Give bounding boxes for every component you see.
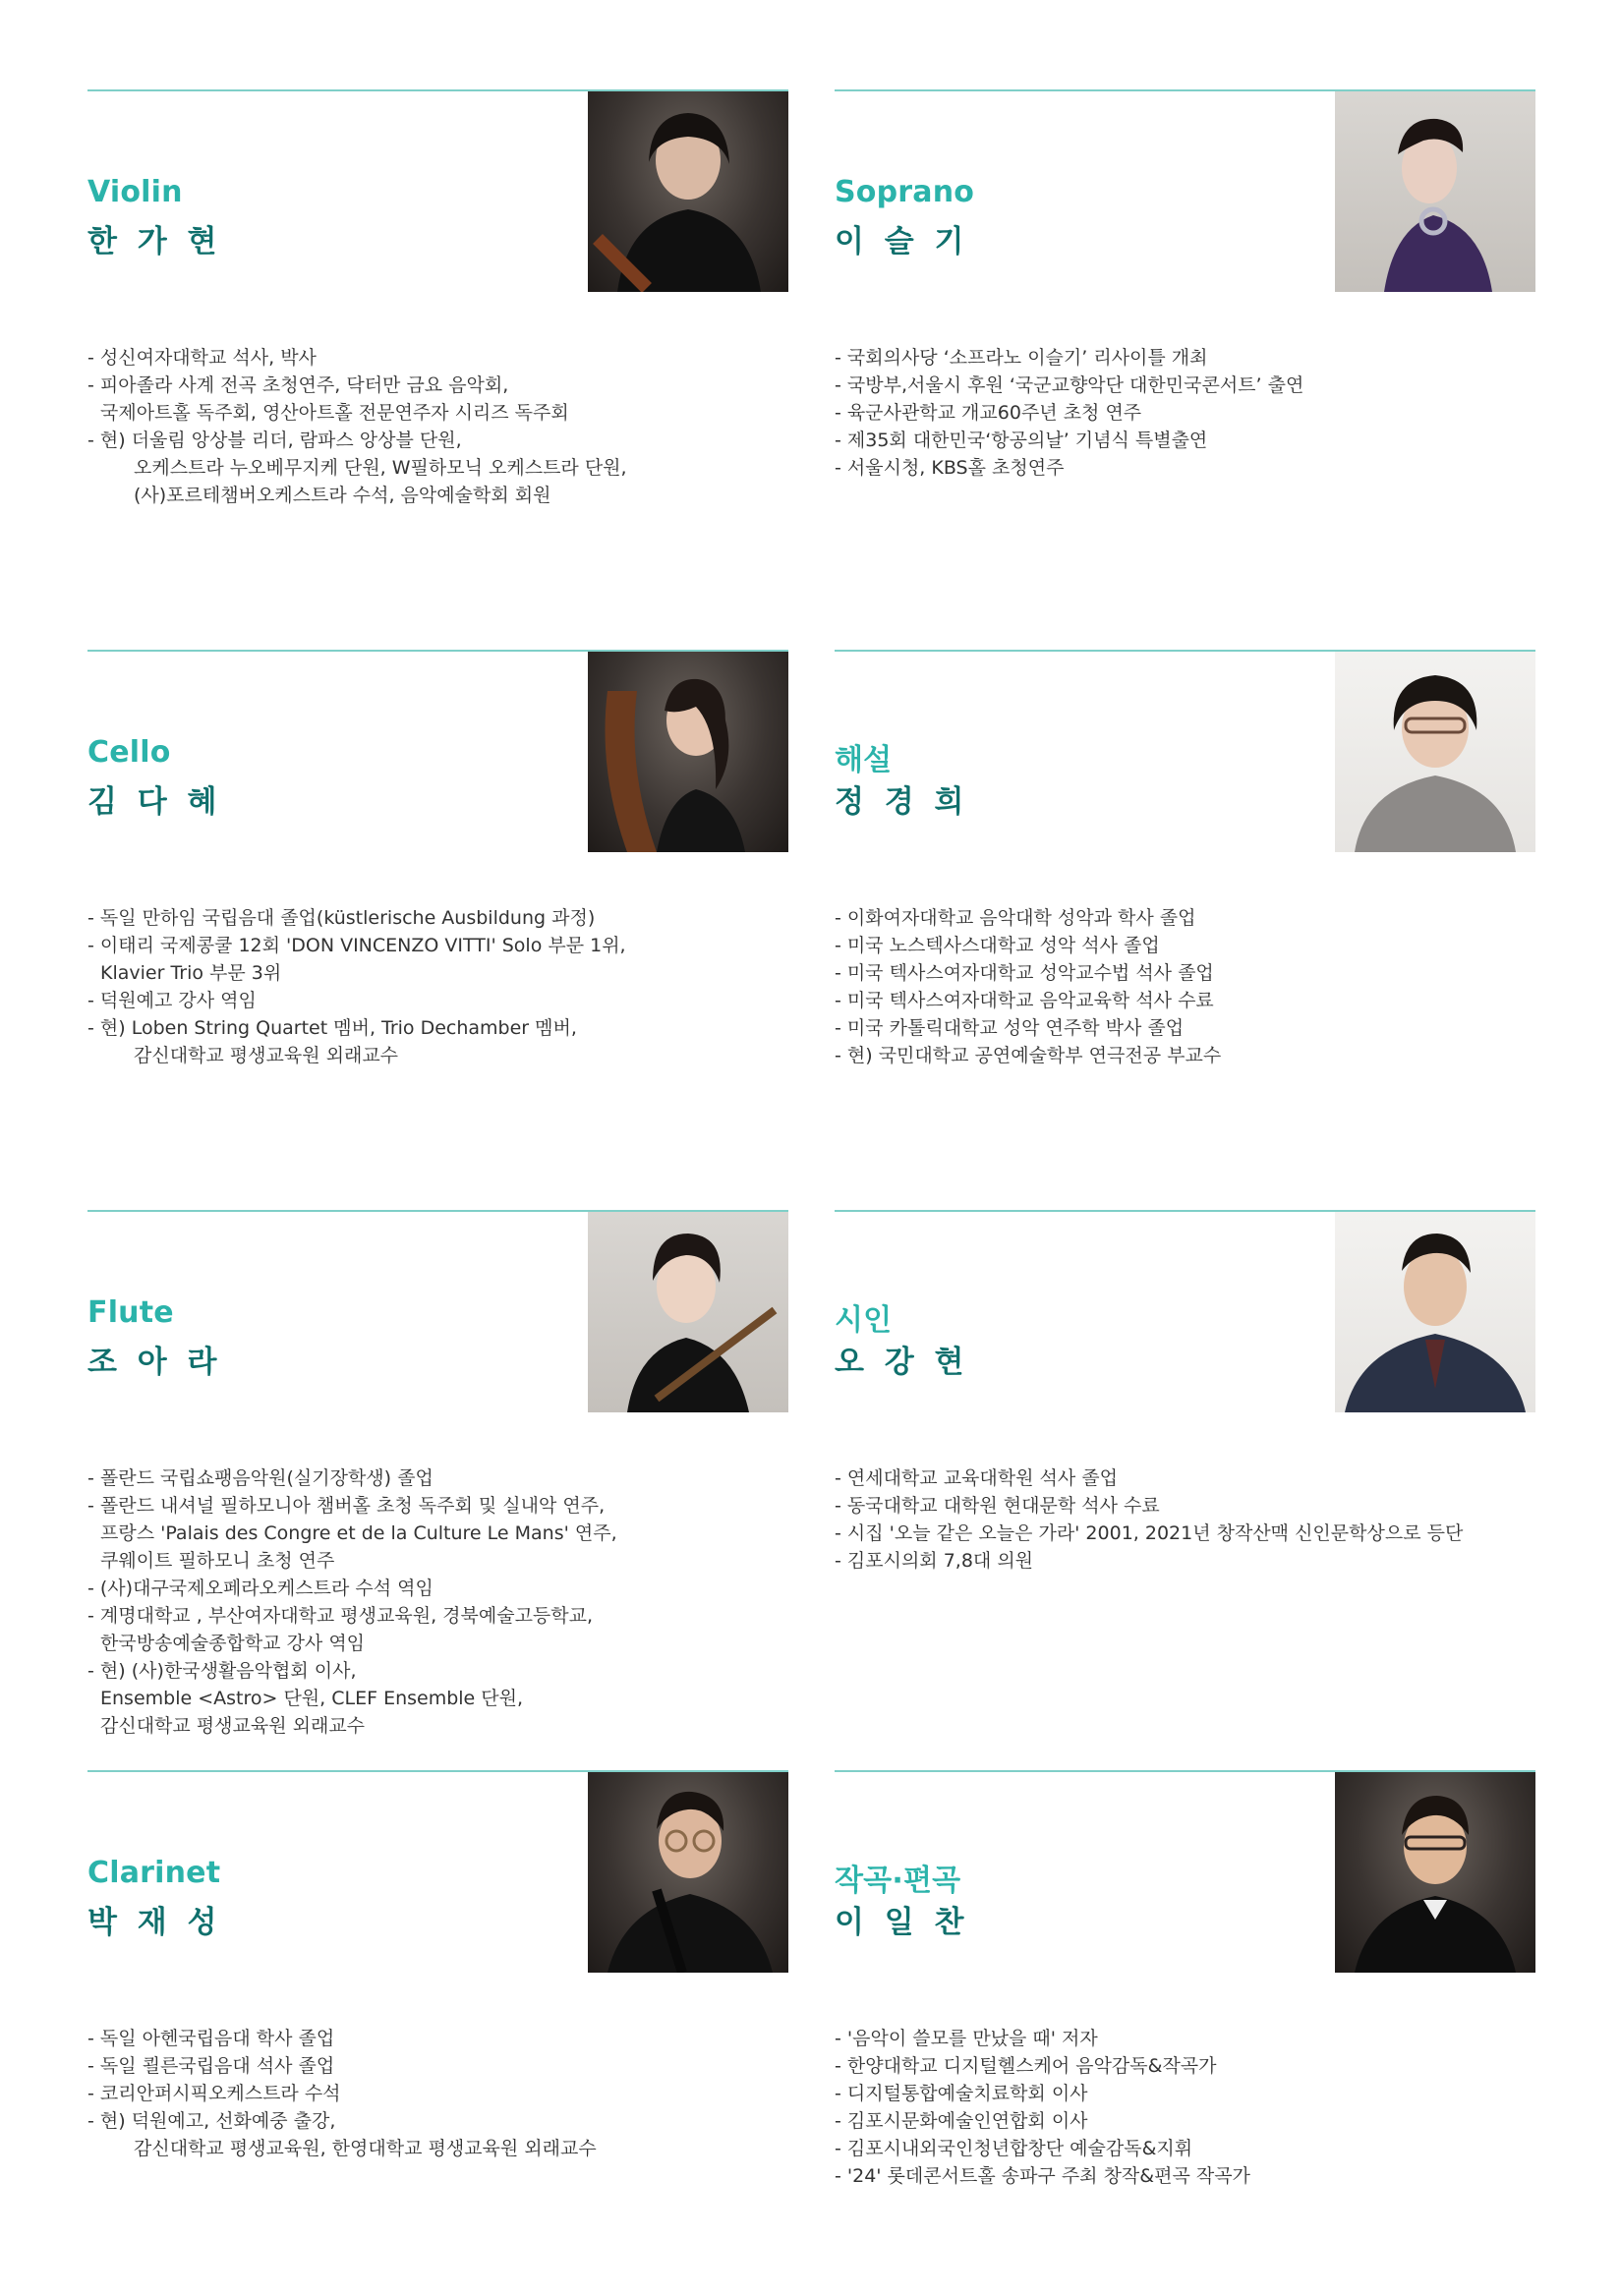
instrument-label: Violin — [87, 175, 183, 209]
bio-line: - 서울시청, KBS홀 초청연주 — [835, 457, 1065, 479]
performer-card-narrator — [835, 619, 1535, 1150]
bio-line: - 현) 덕원예고, 선화예중 출강, — [87, 2110, 336, 2132]
performer-name: 한 가 현 — [87, 224, 222, 259]
bio-line: - 연세대학교 교육대학원 석사 졸업 — [835, 1467, 1118, 1489]
performer-card-violin — [87, 59, 788, 590]
bio-line: - 김포시의회 7,8대 의원 — [835, 1550, 1034, 1572]
performer-name: 조 아 라 — [87, 1345, 222, 1380]
bio-line: Klavier Trio 부문 3위 — [100, 962, 282, 984]
bio-line: 한국방송예술종합학교 강사 역임 — [100, 1633, 366, 1654]
performer-card-soprano — [835, 59, 1535, 590]
bio-line: 감신대학교 평생교육원, 한영대학교 평생교육원 외래교수 — [134, 2138, 597, 2159]
bio-line: - 독일 만하임 국립음대 졸업(küstlerische Ausbildung 과정) — [87, 907, 596, 929]
bio-line: (사)포르테챔버오케스트라 수석, 음악예술학회 회원 — [134, 485, 551, 506]
bio-line: - 동국대학교 대학원 현대문학 석사 수료 — [835, 1495, 1160, 1517]
instrument-label: Clarinet — [87, 1856, 221, 1890]
bio-line: - 현) 국민대학교 공연예술학부 연극전공 부교수 — [835, 1045, 1222, 1066]
instrument-label: Cello — [87, 735, 171, 770]
performer-bio — [87, 904, 788, 1069]
bio-line: - 미국 노스텍사스대학교 성악 석사 졸업 — [835, 935, 1160, 956]
bio-line: - (사)대구국제오페라오케스트라 수석 역임 — [87, 1578, 434, 1599]
performer-name: 김 다 혜 — [87, 784, 222, 820]
portrait-photo — [588, 1212, 788, 1412]
bio-line: 감신대학교 평생교육원 외래교수 — [134, 1045, 399, 1066]
bio-line: 오케스트라 누오베무지케 단원, W필하모닉 오케스트라 단원, — [134, 457, 627, 479]
bio-line: - 시집 '오늘 같은 오늘은 가라' 2001, 2021년 창작산맥 신인문학상으로 등단 — [835, 1522, 1464, 1544]
performer-card-composer — [835, 1740, 1535, 2270]
portrait-photo — [1335, 1772, 1535, 1973]
bio-line: - 덕원예고 강사 역임 — [87, 990, 257, 1011]
bio-line: 쿠웨이트 필하모니 초청 연주 — [100, 1550, 335, 1572]
portrait-photo — [588, 91, 788, 292]
performer-bio — [87, 344, 788, 509]
bio-line: - 김포시문화예술인연합회 이사 — [835, 2110, 1088, 2132]
performer-card-poet — [835, 1179, 1535, 1710]
performer-name: 이 슬 기 — [835, 224, 969, 259]
bio-line: - 현) (사)한국생활음악협회 이사, — [87, 1660, 357, 1682]
performer-name: 정 경 희 — [835, 784, 969, 820]
bio-line: - 성신여자대학교 석사, 박사 — [87, 347, 317, 369]
bio-line: - 현) Loben String Quartet 멤버, Trio Dechamber 멤버, — [87, 1017, 577, 1039]
portrait-photo — [1335, 1212, 1535, 1412]
performer-name: 오 강 현 — [835, 1345, 969, 1380]
bio-line: - 이화여자대학교 음악대학 성악과 학사 졸업 — [835, 907, 1196, 929]
bio-line: - 폴란드 국립쇼팽음악원(실기장학생) 졸업 — [87, 1467, 434, 1489]
performer-bio — [87, 1464, 788, 1740]
bio-line: 국제아트홀 독주회, 영산아트홀 전문연주자 시리즈 독주회 — [100, 402, 569, 424]
performer-bio — [87, 2025, 788, 2162]
bio-line: Ensemble <Astro> 단원, CLEF Ensemble 단원, — [100, 1688, 524, 1709]
instrument-label: 작곡·편곡 — [835, 1864, 961, 1898]
bio-line: - 독일 쾰른국립음대 석사 졸업 — [87, 2055, 335, 2077]
performer-bio — [835, 1464, 1535, 1575]
bio-line: - 폴란드 내셔널 필하모니아 챔버홀 초청 독주회 및 실내악 연주, — [87, 1495, 606, 1517]
bio-line: - 이태리 국제콩쿨 12회 'DON VINCENZO VITTI' Solo 부문 1위, — [87, 935, 626, 956]
instrument-label: Soprano — [835, 175, 975, 209]
performer-name: 박 재 성 — [87, 1905, 222, 1940]
bio-line: - 미국 텍사스여자대학교 음악교육학 석사 수료 — [835, 990, 1214, 1011]
portrait-photo — [1335, 91, 1535, 292]
bio-line: - 미국 카톨릭대학교 성악 연주학 박사 졸업 — [835, 1017, 1185, 1039]
bio-line: 감신대학교 평생교육원 외래교수 — [100, 1715, 366, 1737]
bio-line: - 코리안퍼시픽오케스트라 수석 — [87, 2083, 341, 2104]
bio-line: - 디지털통합예술치료학회 이사 — [835, 2083, 1088, 2104]
bio-line: - 미국 텍사스여자대학교 성악교수법 석사 졸업 — [835, 962, 1214, 984]
performer-bio — [835, 344, 1535, 482]
bio-line: - '음악이 쓸모를 만났을 때' 저자 — [835, 2028, 1098, 2049]
portrait-photo — [588, 1772, 788, 1973]
instrument-label: Flute — [87, 1295, 174, 1330]
performer-card-clarinet — [87, 1740, 788, 2270]
bio-line: - 독일 아헨국립음대 학사 졸업 — [87, 2028, 335, 2049]
instrument-label: 시인 — [835, 1303, 893, 1338]
bio-line: - 현) 더울림 앙상블 리더, 람파스 앙상블 단원, — [87, 430, 462, 451]
bio-line: 프랑스 'Palais des Congre et de la Culture Le Mans' 연주, — [100, 1522, 617, 1544]
bio-line: - 김포시내외국인청년합창단 예술감독&지휘 — [835, 2138, 1193, 2159]
bio-line: - 제35회 대한민국‘항공의날’ 기념식 특별출연 — [835, 430, 1208, 451]
performer-card-cello — [87, 619, 788, 1150]
performer-bio — [835, 904, 1535, 1069]
bio-line: - 피아졸라 사계 전곡 초청연주, 닥터만 금요 음악회, — [87, 374, 509, 396]
portrait-photo — [588, 652, 788, 852]
performer-bio — [835, 2025, 1535, 2190]
bio-line: - 국방부,서울시 후원 ‘국군교향악단 대한민국콘서트’ 출연 — [835, 374, 1304, 396]
performer-name: 이 일 찬 — [835, 1905, 969, 1940]
bio-line: - '24' 롯데콘서트홀 송파구 주최 창작&편곡 작곡가 — [835, 2165, 1250, 2187]
bio-line: - 한양대학교 디지털헬스케어 음악감독&작곡가 — [835, 2055, 1217, 2077]
instrument-label: 해설 — [835, 743, 893, 777]
performer-card-flute — [87, 1179, 788, 1737]
portrait-photo — [1335, 652, 1535, 852]
bio-line: - 계명대학교 , 부산여자대학교 평생교육원, 경북예술고등학교, — [87, 1605, 594, 1627]
bio-line: - 국회의사당 ‘소프라노 이슬기’ 리사이틀 개최 — [835, 347, 1208, 369]
bio-line: - 육군사관학교 개교60주년 초청 연주 — [835, 402, 1142, 424]
